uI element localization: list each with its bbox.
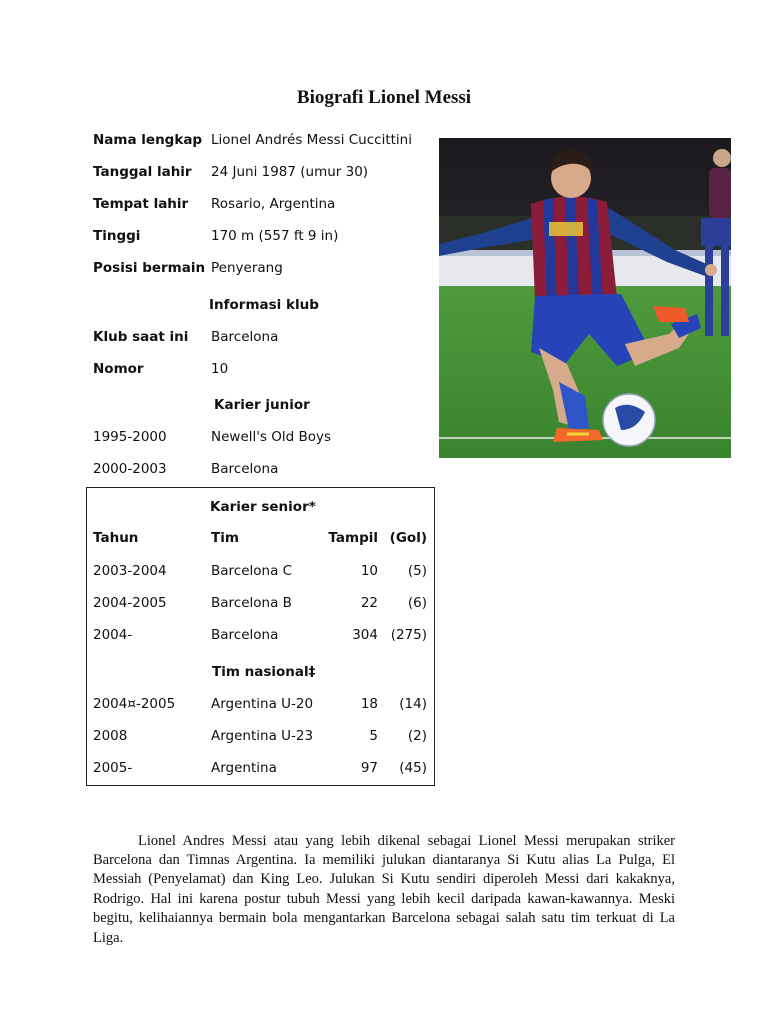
document-title: Biografi Lionel Messi bbox=[296, 87, 472, 108]
col-team: Tim bbox=[211, 530, 239, 546]
bio-row-birth-place bbox=[93, 196, 433, 218]
bio-value: 24 Juni 1987 (umur 30) bbox=[211, 164, 369, 180]
club-value: 10 bbox=[211, 361, 229, 377]
cell-apps: 22 bbox=[360, 595, 378, 611]
player-photo bbox=[439, 138, 731, 458]
senior-career-heading: Karier senior* bbox=[210, 499, 316, 515]
col-goals: (Gol) bbox=[389, 530, 427, 546]
cell-apps: 10 bbox=[360, 563, 378, 579]
junior-years: 2000-2003 bbox=[93, 461, 167, 477]
junior-row bbox=[93, 429, 433, 451]
cell-goals: (6) bbox=[407, 595, 427, 611]
bio-row-position bbox=[93, 260, 433, 282]
cell-goals: (45) bbox=[399, 760, 427, 776]
cell-team: Argentina U-20 bbox=[211, 696, 314, 712]
cell-team: Barcelona bbox=[211, 627, 279, 643]
cell-apps: 18 bbox=[360, 696, 378, 712]
cell-goals: (5) bbox=[407, 563, 427, 579]
cell-apps: 5 bbox=[369, 728, 378, 744]
table-row bbox=[93, 728, 433, 750]
cell-team: Argentina U-23 bbox=[211, 728, 314, 744]
club-info-heading: Informasi klub bbox=[209, 297, 319, 313]
bio-label: Tinggi bbox=[93, 228, 141, 244]
club-label: Klub saat ini bbox=[93, 329, 189, 345]
club-label: Nomor bbox=[93, 361, 144, 377]
bio-label: Nama lengkap bbox=[93, 132, 203, 148]
cell-years: 2003-2004 bbox=[93, 563, 167, 579]
junior-team: Barcelona bbox=[211, 461, 279, 477]
cell-apps: 97 bbox=[360, 760, 378, 776]
cell-years: 2008 bbox=[93, 728, 128, 744]
cell-team: Barcelona B bbox=[211, 595, 292, 611]
bio-label: Posisi bermain bbox=[93, 260, 206, 276]
cell-team: Barcelona C bbox=[211, 563, 293, 579]
junior-team: Newell's Old Boys bbox=[211, 429, 332, 445]
table-row bbox=[93, 696, 433, 718]
cell-team: Argentina bbox=[211, 760, 277, 776]
bio-value: 170 m (557 ft 9 in) bbox=[211, 228, 339, 244]
table-row bbox=[93, 627, 433, 649]
col-years: Tahun bbox=[93, 530, 139, 546]
senior-header-row bbox=[93, 530, 433, 552]
bio-row-full-name bbox=[93, 132, 433, 154]
bio-value: Rosario, Argentina bbox=[211, 196, 336, 212]
club-row-current bbox=[93, 329, 433, 351]
cell-goals: (275) bbox=[390, 627, 427, 643]
body-paragraph bbox=[93, 832, 675, 948]
club-row-number bbox=[93, 361, 433, 383]
col-apps: Tampil bbox=[328, 530, 378, 546]
junior-career-heading: Karier junior bbox=[214, 397, 310, 413]
soccer-ball bbox=[603, 394, 655, 446]
cell-goals: (14) bbox=[399, 696, 427, 712]
cell-years: 2004- bbox=[93, 627, 133, 643]
table-row bbox=[93, 563, 433, 585]
bio-value: Penyerang bbox=[211, 260, 283, 276]
cell-years: 2005- bbox=[93, 760, 133, 776]
bio-row-height bbox=[93, 228, 433, 250]
bio-row-birth-date bbox=[93, 164, 433, 186]
cell-apps: 304 bbox=[352, 627, 378, 643]
bio-label: Tempat lahir bbox=[93, 196, 189, 212]
cell-goals: (2) bbox=[407, 728, 427, 744]
bio-label: Tanggal lahir bbox=[93, 164, 192, 180]
bio-value: Lionel Andrés Messi Cuccittini bbox=[211, 132, 412, 148]
junior-years: 1995-2000 bbox=[93, 429, 167, 445]
cell-years: 2004-2005 bbox=[93, 595, 167, 611]
club-value: Barcelona bbox=[211, 329, 279, 345]
junior-row bbox=[93, 461, 433, 483]
national-team-heading: Tim nasional‡ bbox=[212, 664, 316, 680]
table-row bbox=[93, 760, 433, 782]
paragraph-text: Lionel Andres Messi atau yang lebih dikenal sebagai Lionel Messi merupakan striker Barcelona dan Timnas Argentina. Ia memiliki julukan diantaranya Si Kutu alias La Pulga, El Messiah (Penyelamat) dan King Leo. Julukan Si Kutu sendiri diperoleh Messi dari kakaknya, Rodrigo. Hal ini karena postur tubuh Messi yang lebih kecil daripada kawan-kawannya. Meski begitu, kelihaiannya bermain bola mengantarkan Barcelona sebagai salah satu tim terkuat di La Liga. bbox=[93, 832, 675, 946]
table-row bbox=[93, 595, 433, 617]
cell-years: 2004¤-2005 bbox=[93, 696, 176, 712]
